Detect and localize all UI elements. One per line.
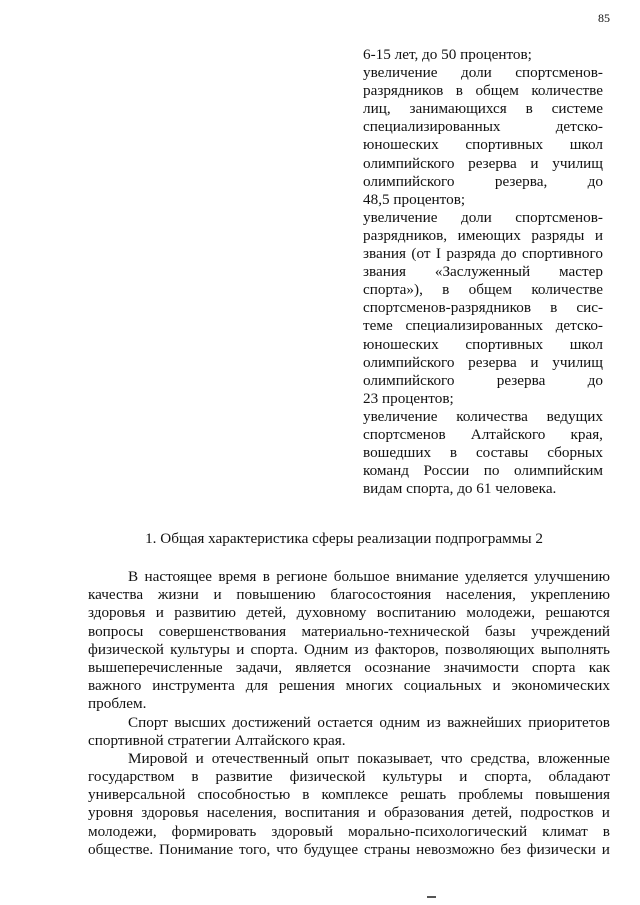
paragraph-line: уровня здоровья населения, воспитания и образования детей, подростков и: [88, 804, 610, 822]
paragraph-line: вышеперечисленные задачи, является осознание значимости спорта как: [88, 658, 610, 676]
targets-line: видам спорта, до 61 человека.: [363, 480, 557, 498]
paragraph-line: качества жизни и повышению благосостояния населения, укреплению: [88, 586, 610, 604]
paragraph-line: Спорт высших достижений остается одним из важнейших приоритетов: [128, 713, 610, 731]
paragraph-line: Мировой и отечественный опыт показывает, что средства, вложенные: [128, 749, 610, 767]
targets-line: звания (от I разряда до спортивного: [363, 245, 603, 263]
paragraph-line: молодежи, формировать здоровый морально-психологический климат в: [88, 822, 610, 840]
targets-line: увеличение доли спортсменов-: [363, 64, 603, 82]
section-heading: 1. Общая характеристика сферы реализации подпрограммы 2: [145, 530, 543, 547]
targets-line: олимпийского резерва до: [363, 371, 603, 389]
targets-line: олимпийского резерва и училищ: [363, 353, 603, 371]
targets-line: специализированных детско-: [363, 118, 603, 136]
targets-line: олимпийского резерва, до: [363, 172, 603, 190]
paragraph-line: обществе. Понимание того, что будущее страны невозможно без физически и: [88, 840, 610, 858]
paragraph-line: физической культуры и спорта. Одним из факторов, позволяющих выполнять: [88, 640, 610, 658]
targets-line: спорта»), в общем количестве: [363, 281, 603, 299]
targets-line: команд России по олимпийским: [363, 462, 603, 480]
paragraph-line: важного инструмента для решения многих социальных и экономических: [88, 677, 610, 695]
paragraph-line: здоровья и развитию детей, духовному воспитанию молодежи, решаются: [88, 604, 610, 622]
body-text: [88, 568, 610, 859]
targets-line: 48,5 процентов;: [363, 190, 466, 208]
targets-line: вошедших в составы сборных: [363, 444, 603, 462]
page-number: 85: [598, 11, 610, 25]
targets-line: юношеских спортивных школ: [363, 136, 603, 154]
paragraph-line: В настоящее время в регионе большое внимание уделяется улучшению: [128, 568, 610, 585]
paragraph-line: государством в развитие физической культуры и спорта, обладают: [88, 768, 610, 786]
targets-line: разрядников в общем количестве: [363, 82, 603, 100]
targets-line: увеличение количества ведущих: [363, 407, 603, 425]
targets-line: спортсменов-разрядников в сис-: [363, 299, 603, 317]
targets-line: юношеских спортивных школ: [363, 335, 603, 353]
targets-line: разрядников, имеющих разряды и: [363, 226, 603, 244]
targets-line: звания «Заслуженный мастер: [363, 263, 603, 281]
paragraph-line: универсальной способностью в комплексе решать проблемы повышения: [88, 786, 610, 804]
paragraph-line: проблем.: [88, 695, 147, 713]
scan-artifact: [427, 896, 436, 898]
targets-line: спортсменов Алтайского края,: [363, 425, 603, 443]
targets-line: 23 процентов;: [363, 389, 454, 407]
targets-line: увеличение доли спортсменов-: [363, 208, 603, 226]
targets-line: олимпийского резерва и училищ: [363, 154, 603, 172]
paragraph-line: спортивной стратегии Алтайского края.: [88, 731, 346, 749]
targets-line: теме специализированных детско-: [363, 317, 603, 335]
targets-column: [363, 46, 603, 498]
paragraph-line: вопросы совершенствования материально-технической базы учреждений: [88, 622, 610, 640]
targets-line: 6-15 лет, до 50 процентов;: [363, 46, 532, 63]
targets-line: лиц, занимающихся в системе: [363, 100, 603, 118]
